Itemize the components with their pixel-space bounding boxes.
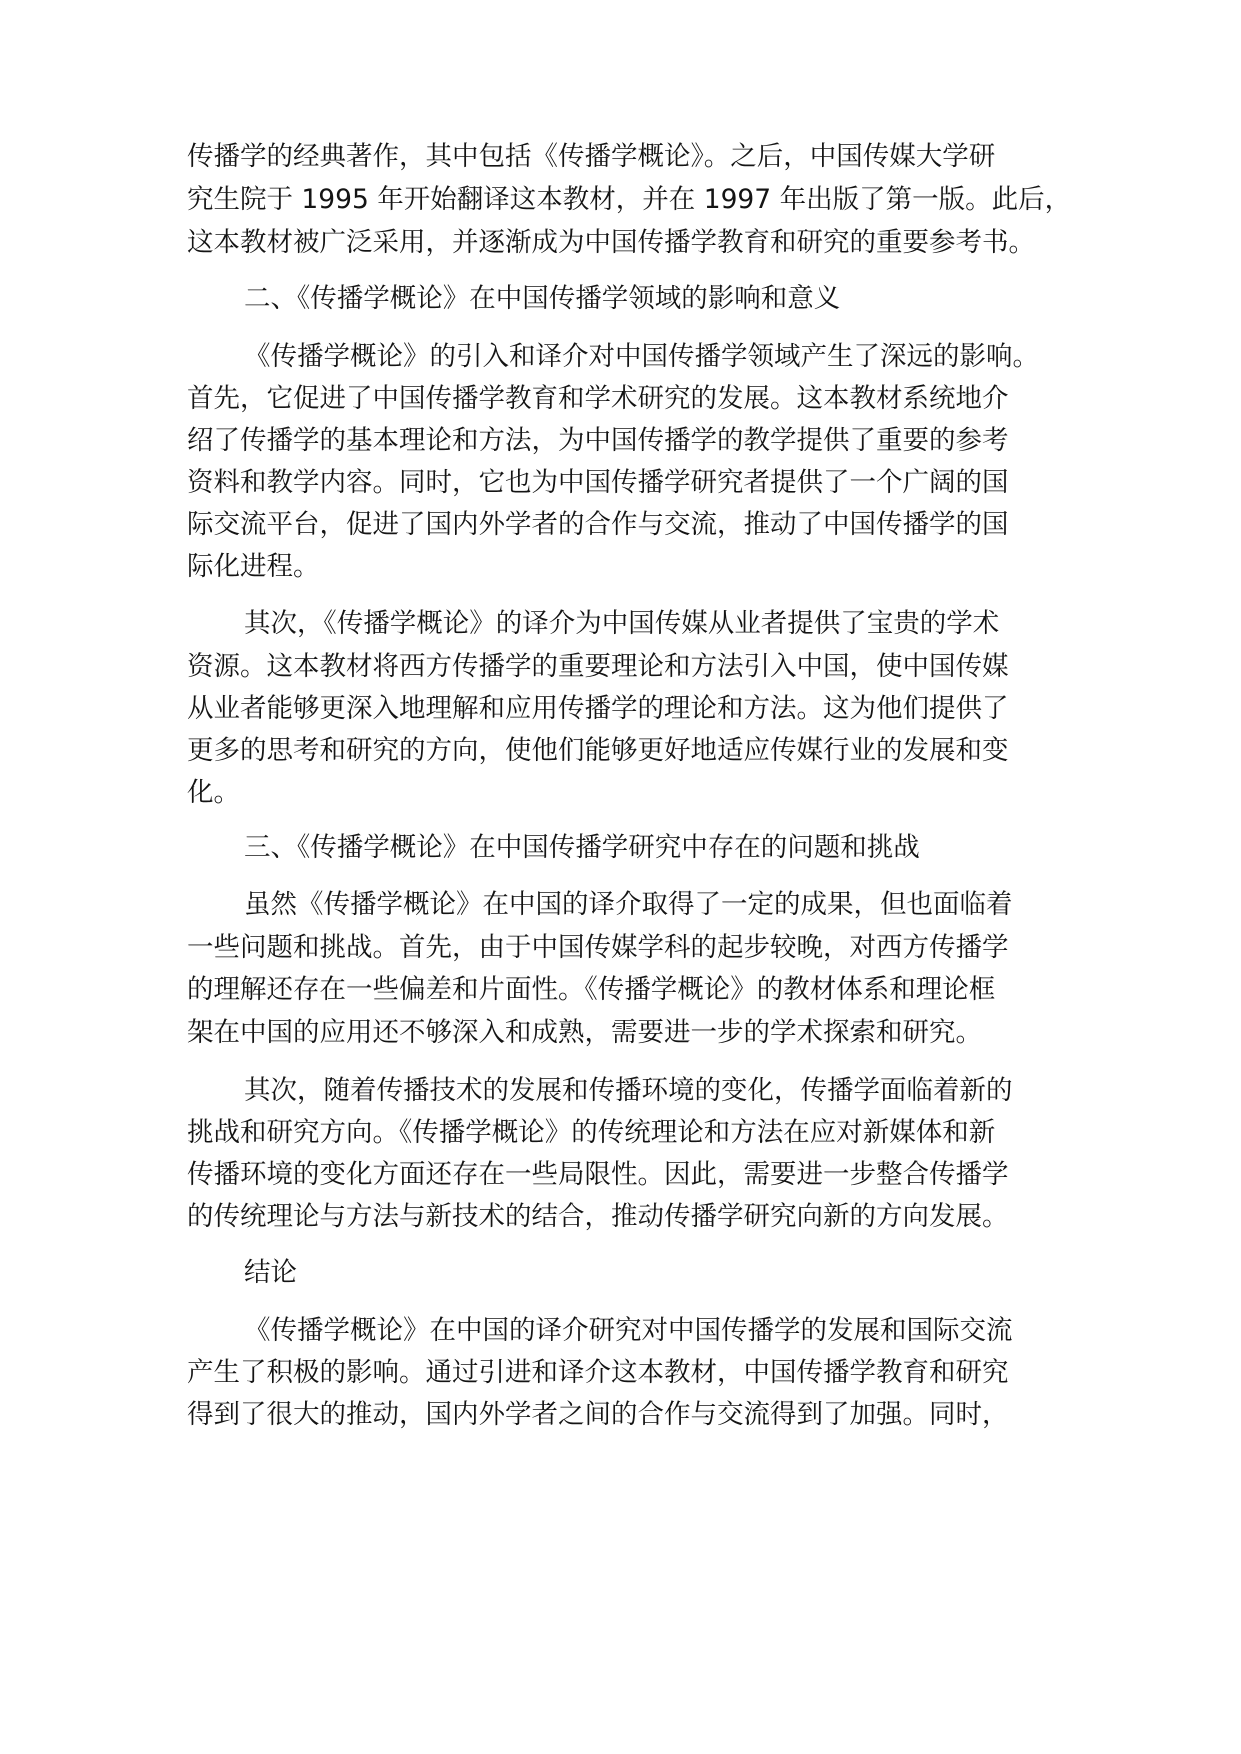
section-heading: 三、《传播学概论》在中国传播学研究中存在的问题和挑战 — [244, 832, 920, 863]
text-line: 《传播学概论》在中国的译介研究对中国传播学的发展和国际交流 — [244, 1315, 1013, 1346]
text-line: 虽然《传播学概论》在中国的译介取得了一定的成果，但也面临着 — [244, 889, 1013, 920]
text-line: 的传统理论与方法与新技术的结合，推动传播学研究向新的方向发展。 — [187, 1201, 1009, 1232]
text-line: 产生了积极的影响。通过引进和译介这本教材，中国传播学教育和研究 — [187, 1357, 1009, 1388]
text-line: 传播学的经典著作，其中包括《传播学概论》。之后，中国传媒大学研 — [187, 141, 996, 172]
text-line: 架在中国的应用还不够深入和成熟，需要进一步的学术探索和研究。 — [187, 1017, 982, 1048]
text-line: 化。 — [187, 777, 240, 808]
text-line: 首先，它促进了中国传播学教育和学术研究的发展。这本教材系统地介 — [187, 383, 1009, 414]
section-heading: 结论 — [244, 1257, 297, 1288]
text-line: 的理解还存在一些偏差和片面性。《传播学概论》的教材体系和理论框 — [187, 974, 996, 1005]
section-heading: 二、《传播学概论》在中国传播学领域的影响和意义 — [244, 283, 841, 314]
text-line: 际交流平台，促进了国内外学者的合作与交流，推动了中国传播学的国 — [187, 509, 1009, 540]
text-line: 其次，《传播学概论》的译介为中国传媒从业者提供了宝贵的学术 — [244, 608, 1000, 639]
text-line: 其次，随着传播技术的发展和传播环境的变化，传播学面临着新的 — [244, 1075, 1013, 1106]
text-line: 资源。这本教材将西方传播学的重要理论和方法引入中国，使中国传媒 — [187, 651, 1009, 682]
text-line: 传播环境的变化方面还存在一些局限性。因此，需要进一步整合传播学 — [187, 1159, 1009, 1190]
text-line: 得到了很大的推动，国内外学者之间的合作与交流得到了加强。同时， — [187, 1399, 1009, 1430]
text-line: 更多的思考和研究的方向，使他们能够更好地适应传媒行业的发展和变 — [187, 735, 1009, 766]
text-line: 资料和教学内容。同时，它也为中国传播学研究者提供了一个广阔的国 — [187, 467, 1009, 498]
text-line: 际化进程。 — [187, 551, 320, 582]
text-line: 绍了传播学的基本理论和方法，为中国传播学的教学提供了重要的参考 — [187, 425, 1009, 456]
text-line: 从业者能够更深入地理解和应用传播学的理论和方法。这为他们提供了 — [187, 693, 1009, 724]
text-line: 挑战和研究方向。《传播学概论》的传统理论和方法在应对新媒体和新 — [187, 1117, 996, 1148]
text-line: 这本教材被广泛采用，并逐渐成为中国传播学教育和研究的重要参考书。 — [187, 227, 1035, 258]
text-line: 一些问题和挑战。首先，由于中国传媒学科的起步较晚，对西方传播学 — [187, 932, 1009, 963]
text-line: 《传播学概论》的引入和译介对中国传播学领域产生了深远的影响。 — [244, 341, 1039, 372]
text-line: 究生院于 1995 年开始翻译这本教材，并在 1997 年出版了第一版。此后， — [187, 184, 1072, 215]
